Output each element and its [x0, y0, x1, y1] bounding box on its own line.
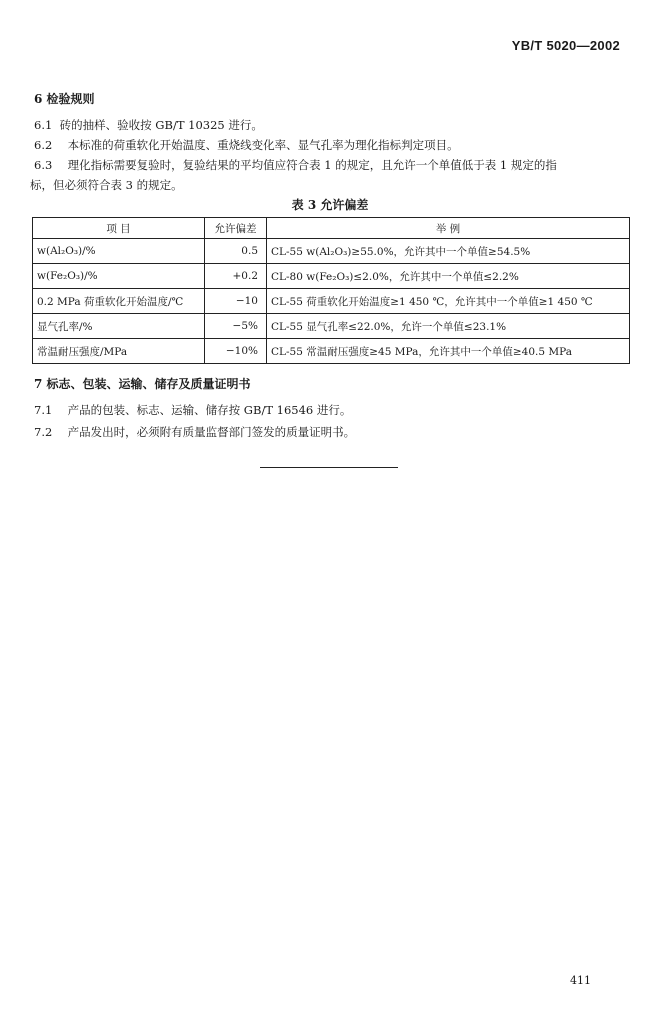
- clause-6-1: [34, 115, 263, 135]
- end-of-document-rule: [260, 467, 398, 468]
- cell-item: 0.2 MPa 荷重软化开始温度/℃: [33, 289, 205, 314]
- clause-number: 6.3: [34, 158, 53, 172]
- cell-example: CL-55 显气孔率≤22.0%，允许一个单值≤23.1%: [267, 314, 630, 339]
- clause-text: 产品发出时，必须附有质量监督部门签发的质量证明书。: [67, 425, 356, 439]
- table-row: [33, 314, 630, 339]
- table-header-row: [33, 218, 630, 239]
- cell-tolerance: +0.2: [205, 264, 267, 289]
- clause-7-2: [34, 422, 355, 442]
- cell-example: CL-55 荷重软化开始温度≥1 450 ℃，允许其中一个单值≥1 450 ℃: [267, 289, 630, 314]
- header-tolerance: 允许偏差: [205, 218, 267, 239]
- table-row: [33, 289, 630, 314]
- clause-number: 6.1: [34, 118, 53, 132]
- clause-number: 7.1: [34, 403, 53, 417]
- cell-tolerance: 0.5: [205, 239, 267, 264]
- cell-item: w(Al₂O₃)/%: [33, 239, 205, 264]
- table-row: [33, 264, 630, 289]
- cell-tolerance: −10: [205, 289, 267, 314]
- section-6-heading: 6 检验规则: [34, 92, 95, 106]
- cell-tolerance: −5%: [205, 314, 267, 339]
- clause-text: 砖的抽样、验收按 GB/T 10325 进行。: [59, 118, 263, 132]
- cell-example: CL-55 w(Al₂O₃)≥55.0%，允许其中一个单值≥54.5%: [267, 239, 630, 264]
- clause-7-1: [34, 400, 351, 420]
- table-row: [33, 239, 630, 264]
- table-row: [33, 339, 630, 364]
- section-7-heading: 7 标志、包装、运输、储存及质量证明书: [34, 377, 251, 391]
- clause-text: 产品的包装、标志、运输、储存按 GB/T 16546 进行。: [67, 403, 352, 417]
- page-number: 411: [570, 974, 591, 987]
- clause-6-2: [34, 135, 459, 155]
- cell-example: CL-80 w(Fe₂O₃)≤2.0%，允许其中一个单值≤2.2%: [267, 264, 630, 289]
- table-3-title: 表 3 允许偏差: [291, 198, 369, 212]
- clause-number: 6.2: [34, 138, 53, 152]
- tolerance-table: [32, 217, 630, 364]
- clause-text: 本标准的荷重软化开始温度、重烧线变化率、显气孔率为理化指标判定项目。: [67, 138, 459, 152]
- cell-item: 显气孔率/%: [33, 314, 205, 339]
- cell-item: w(Fe₂O₃)/%: [33, 264, 205, 289]
- clause-6-3: [34, 155, 557, 175]
- cell-item: 常温耐压强度/MPa: [33, 339, 205, 364]
- clause-text: 理化指标需要复验时，复验结果的平均值应符合表 1 的规定，且允许一个单值低于表 1 规定的指: [67, 158, 557, 172]
- standard-code-header: YB/T 5020—2002: [511, 38, 620, 53]
- cell-tolerance: −10%: [205, 339, 267, 364]
- cell-example: CL-55 常温耐压强度≥45 MPa，允许其中一个单值≥40.5 MPa: [267, 339, 630, 364]
- clause-number: 7.2: [34, 425, 53, 439]
- clause-6-3-continuation: [30, 175, 183, 195]
- clause-text: 标，但必须符合表 3 的规定。: [30, 178, 183, 192]
- header-item: 项 目: [33, 218, 205, 239]
- header-example: 举 例: [267, 218, 630, 239]
